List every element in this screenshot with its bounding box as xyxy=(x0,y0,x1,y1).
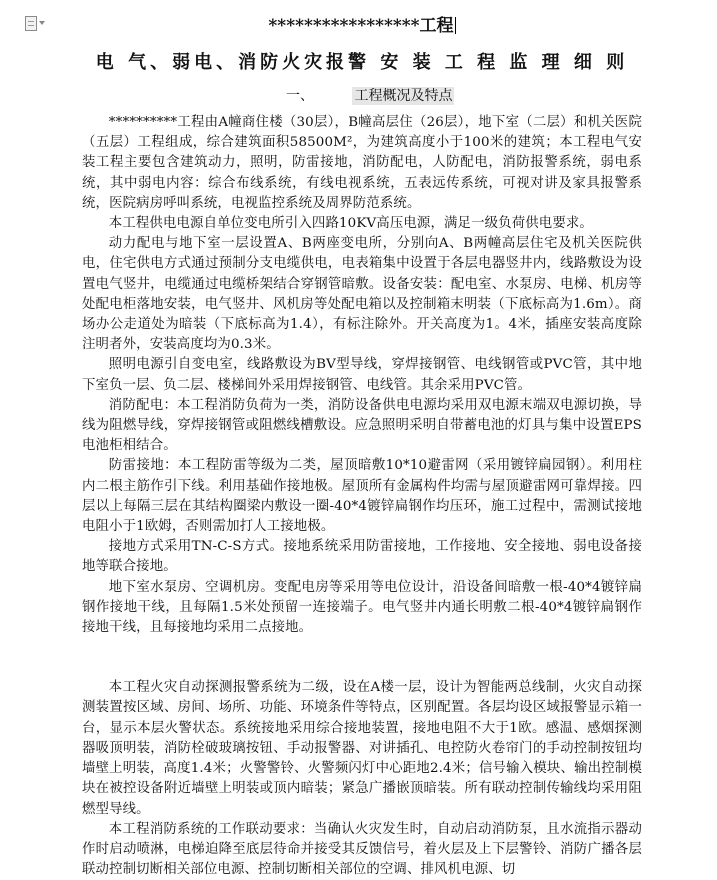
paragraph: 本工程火灾自动探测报警系统为二级，设在A楼一层，设计为智能两总线制，火灾自动探测装置按区域、房间、场所、功能、环境条件等特点，区别配置。各层均设区域报警显示箱一台，显示本层火警状态。系统接地采用综合接地装置，接地电阻不大于1欧。感温、感烟探测器吸顶明装，消防栓破玻璃按钮、手动报警器、对讲插孔、电控防火卷帘门的手动控制按钮均墙壁上明装，高度1.4米；火警警铃、火警频闪灯中心距地2.4米；信号输入模块、输出控制模块在被控设备附近墙壁上明装或顶内暗装；紧急广播嵌顶暗装。所有联动控制传输线均采用阻燃型导线。 xyxy=(82,680,642,817)
document-page xyxy=(82,0,642,880)
document-title xyxy=(82,15,642,37)
chevron-down-icon xyxy=(39,21,45,25)
paragraph: 本工程消防系统的工作联动要求：当确认火灾发生时，自动启动消防泵，且水流指示器动作时启动喷淋，电梯迫降至底层待命并接受其反馈信号，着火层及上下层警铃、消防广播各层联动控制切断相关部位电源、控制切断相关部位的空调、排风机电源、切 xyxy=(82,821,642,878)
page-sheet-icon xyxy=(25,16,37,31)
blank-space xyxy=(82,638,642,678)
paragraph: 本工程供电电源自单位变电所引入四路10KV高压电源，满足一级负荷供电要求。 xyxy=(108,216,593,232)
document-icon[interactable] xyxy=(25,14,47,32)
section-number: 一、 xyxy=(286,88,314,104)
title-text: *****************工程 xyxy=(268,16,454,36)
paragraph: 防雷接地：本工程防雷等级为二类，屋顶暗敷10*10避雷网（采用镀锌扁园钢）。利用柱内二根主筋作引下线。利用基础作接地极。屋顶所有金属构件均需与屋顶避雷网可靠焊接。四层以上每隔三层在其结构圈梁内敷设一圈-40*4镀锌扁钢作均压环，施工过程中，需测试接地电阻小于1欧姆，否则需加打人工接地极。 xyxy=(82,458,642,535)
paragraph: 接地方式采用TN-C-S方式。接地系统采用防雷接地，工作接地、安全接地、弱电设备接地等联合接地。 xyxy=(82,539,642,575)
document-subtitle: 电 气、弱电、消防火灾报警 安 装 工 程 监 理 细 则 xyxy=(95,52,629,73)
paragraph: 地下室水泵房、空调机房。变配电房等采用等电位设计，沿设备间暗敷一根-40*4镀锌扁钢作接地干线，且每隔1.5米处预留一连接端子。电气竖井内通长明敷二根-40*4镀锌扁钢作接地干线，且每接地均采用二点接地。 xyxy=(82,579,642,636)
paragraph: 照明电源引自变电室，线路敷设为BV型导线，穿焊接钢管、电线钢管或PVC管，其中地下室负一层、负二层、楼梯间外采用焊接钢管、电线管。其余采用PVC管。 xyxy=(82,357,642,393)
paragraph: 消防配电：本工程消防负荷为一类，消防设备供电电源均采用双电源末端双电源切换，导线为阻燃导线，穿焊接钢管或阻燃线槽敷设。应急照明采明自带蓄电池的灯具与集中设置EPS电池柜相结合。 xyxy=(82,397,642,454)
paragraph: 动力配电与地下室一层设置A、B两座变电所，分别向A、B两幢高层住宅及机关医院供电，住宅供电方式通过预制分支电缆供电，电表箱集中设置于各层电器竖井内，线路敷设为设置电气竖井，电缆通过电缆桥架结合穿钢管暗敷。设备安装：配电室、水泵房、电梯、机房等处配电柜落地安装，电气竖井、风机房等处配电箱以及控制箱末明装（下底标高为1.6m）。商场办公走道处为暗装（下底标高为1.4），有标注除外。开关高度为1。4米，插座安装高度除注明者外，安装高度均为0.3米。 xyxy=(82,236,642,353)
section-heading xyxy=(82,85,642,107)
section-title: 工程概况及特点 xyxy=(354,88,453,104)
paragraph: **********工程由A幢商住楼（30层），B幢高层住（26层），地下室（二层）和机关医院（五层）工程组成，综合建筑面积58500M²，为建筑高度小于100米的建筑；本工程电气安装工程主要包含建筑动力，照明，防雷接地，消防配电，人防配电，消防报警系统，弱电系统，其中弱电内容：综合布线系统，有线电视系统，五表远传系统，可视对讲及家具报警系统，医院病房呼叫系统，电视监控系统及周界防范系统。 xyxy=(82,115,642,211)
text-cursor xyxy=(455,17,456,34)
